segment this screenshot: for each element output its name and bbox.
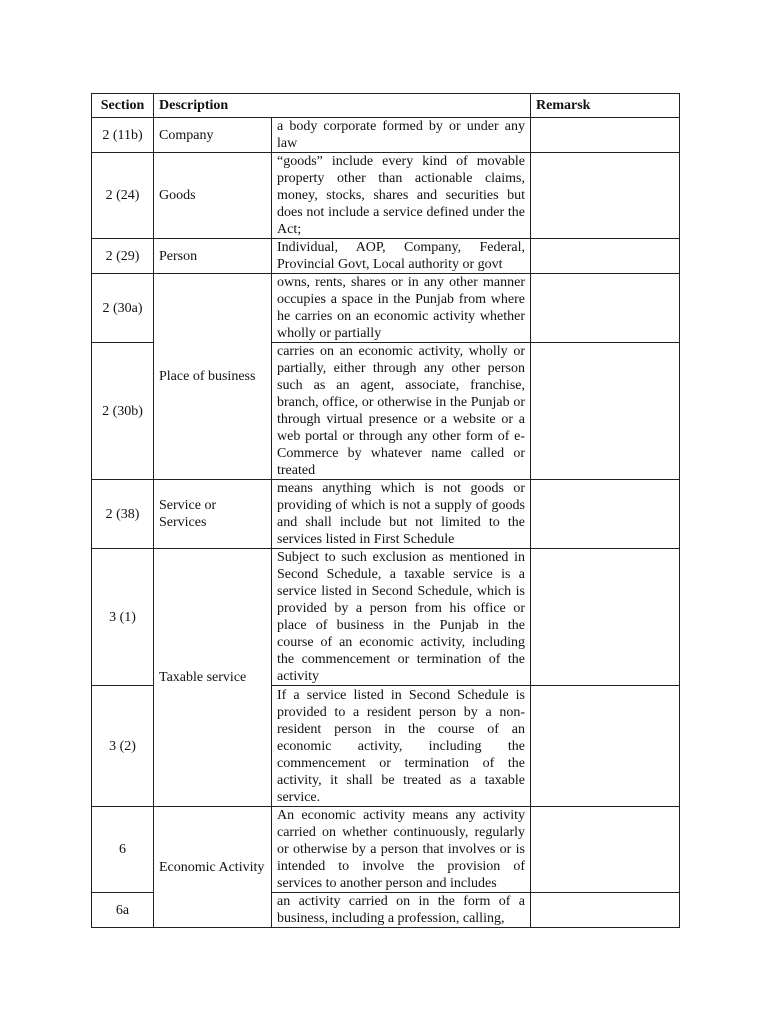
definitions-table [91, 93, 680, 928]
section-cell: 2 (30a) [92, 274, 154, 343]
remarks-cell [531, 239, 680, 274]
section-cell: 6 [92, 807, 154, 893]
definition-cell: carries on an economic activity, wholly or partially, either through any other person such as an agent, associate, franchise, branch, office, or otherwise in the Punjab or through virtual presence or a website or a web portal or through any other form of e-Commerce by whatever name called or treated [272, 343, 531, 480]
table-row [92, 480, 680, 549]
section-cell: 3 (2) [92, 686, 154, 807]
remarks-cell [531, 153, 680, 239]
definition-text-truncated: an activity carried on in the form of a business, including a profession, calling, [277, 894, 525, 926]
definition-cell: An economic activity means any activity carried on whether continuously, regularly or otherwise by a person that involves or is intended to involve the provision of services to another person and includes [272, 807, 531, 893]
section-cell: 2 (38) [92, 480, 154, 549]
definition-cell: Subject to such exclusion as mentioned in Second Schedule, a taxable service is a service listed in Second Schedule, which is provided by a person from his office or place of business in the Punjab in the course of an economic activity, including the commencement or termination of the activity [272, 549, 531, 686]
section-cell: 2 (29) [92, 239, 154, 274]
definition-cell: If a service listed in Second Schedule is provided to a resident person by a non-resident person in the course of an economic activity, including the commencement or termination of the activity, it shall be treated as a taxable service. [272, 686, 531, 807]
remarks-cell [531, 549, 680, 686]
definition-cell: owns, rents, shares or in any other manner occupies a space in the Punjab from where he carries on an economic activity whether wholly or partially [272, 274, 531, 343]
table-header-row [92, 94, 680, 118]
definition-cell: Individual, AOP, Company, Federal, Provincial Govt, Local authority or govt [272, 239, 531, 274]
header-description: Description [154, 94, 531, 118]
description-cell: Goods [154, 153, 272, 239]
section-cell: 6a [92, 893, 154, 928]
table-row [92, 239, 680, 274]
description-cell: Company [154, 118, 272, 153]
description-cell-place-of-business: Place of business [154, 274, 272, 480]
description-cell-economic-activity: Economic Activity [154, 807, 272, 928]
description-cell: Person [154, 239, 272, 274]
remarks-cell [531, 480, 680, 549]
table-row [92, 274, 680, 343]
table-row [92, 807, 680, 893]
table-row [92, 118, 680, 153]
section-cell: 2 (11b) [92, 118, 154, 153]
table-row [92, 153, 680, 239]
description-cell: Service or Services [154, 480, 272, 549]
remarks-cell [531, 274, 680, 343]
header-section: Section [92, 94, 154, 118]
remarks-cell [531, 686, 680, 807]
table-row [92, 549, 680, 686]
definition-cell: “goods” include every kind of movable property other than actionable claims, money, stocks, shares and securities but does not include a service defined under the Act; [272, 153, 531, 239]
definition-cell [272, 893, 531, 928]
description-cell-taxable-service: Taxable service [154, 549, 272, 807]
section-cell: 3 (1) [92, 549, 154, 686]
definition-cell: a body corporate formed by or under any law [272, 118, 531, 153]
section-cell: 2 (30b) [92, 343, 154, 480]
header-remarks: Remarsk [531, 94, 680, 118]
remarks-cell [531, 893, 680, 928]
remarks-cell [531, 807, 680, 893]
definition-cell: means anything which is not goods or providing of which is not a supply of goods and shall include but not limited to the services listed in First Schedule [272, 480, 531, 549]
section-cell: 2 (24) [92, 153, 154, 239]
remarks-cell [531, 118, 680, 153]
remarks-cell [531, 343, 680, 480]
